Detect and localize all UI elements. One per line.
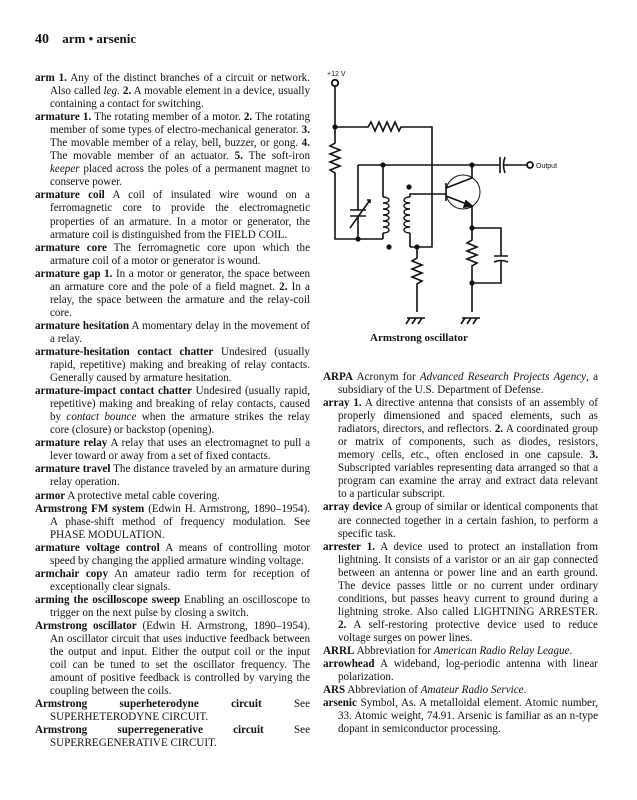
dictionary-entry	[35, 346, 310, 385]
entry-definition-text: 2.	[243, 111, 253, 124]
entry-term: Armstrong superheterodyne circuit	[35, 698, 262, 711]
entry-term: arming the oscilloscope sweep	[35, 593, 181, 606]
transistor-icon	[446, 175, 480, 209]
entry-definition-text: Enabling an oscilloscope to trigger on the next pulse by closing a switch.	[50, 593, 310, 619]
entry-definition-text: 1.	[58, 72, 67, 84]
dictionary-entry	[35, 268, 310, 320]
entry-definition-text: The movable member of a relay, bell, buzzer, or gong.	[50, 137, 302, 150]
entry-definition-text: Abbreviation for	[354, 644, 434, 657]
entry-term: Armstrong superregenerative circuit	[35, 724, 264, 737]
entry-term: armature relay	[35, 437, 108, 450]
entry-definition-text: The rotating member of a motor.	[91, 111, 244, 124]
entry-definition-text: American Radio Relay League	[433, 644, 570, 657]
entry-definition-text: keeper	[50, 163, 80, 176]
entry-term: Armstrong FM system	[35, 502, 145, 515]
entry-term: armature travel	[35, 463, 111, 476]
base-resistor-icon	[412, 247, 422, 312]
dictionary-entry	[323, 541, 598, 645]
dictionary-entry	[323, 501, 598, 540]
dictionary-entry	[35, 463, 310, 489]
entry-term: arrowhead	[323, 658, 375, 671]
entry-term: armature hesitation	[35, 319, 130, 332]
entry-definition-text: 3.	[301, 124, 310, 137]
dictionary-entry	[323, 697, 598, 736]
entry-definition-text: 1.	[82, 111, 92, 124]
ground-icon	[406, 318, 425, 324]
figure-caption: Armstrong oscillator	[370, 332, 468, 344]
dictionary-entry	[35, 385, 310, 437]
entry-definition-text: A self-restoring protective device used to reduce voltage surges on power lines.	[338, 618, 598, 644]
dictionary-entry	[323, 397, 598, 501]
entry-definition-text: Amateur Radio Service	[420, 684, 524, 697]
entry-definition-text: .	[523, 684, 527, 697]
entry-definition-text: A movable element in a device, usually containing a contact for switching.	[50, 85, 310, 111]
entry-definition-text: when the armature strikes the relay core (closure) or backstop (opening).	[50, 411, 310, 437]
entry-definition-text: 2.	[338, 618, 347, 631]
entry-definition-text: The distance traveled by an armature during relay operation.	[50, 463, 310, 489]
bypass-capacitor-icon	[494, 256, 508, 262]
dictionary-entry	[35, 242, 310, 268]
entry-term: armature core	[35, 241, 107, 254]
entry-term: arrester	[323, 540, 361, 553]
dictionary-entry	[35, 542, 310, 568]
entry-definition-text: 5.	[234, 150, 243, 163]
entry-definition-text: 4.	[301, 137, 310, 150]
entry-definition-text: (Edwin H. Armstrong, 1890–1954). An oscillator circuit that uses inductive feedback between the output and input. Either the output coil or the input coil can be tuned to set the oscillator frequency. The amount of positive feedback is controlled by varying the coupling between the coils.	[50, 619, 310, 698]
entry-definition-text: The ferromagnetic core upon which the armature coil of a motor or generator is wound.	[50, 241, 310, 267]
dictionary-entry	[35, 724, 310, 750]
entry-term: ARS	[323, 684, 346, 697]
entry-term: ARRL	[323, 644, 355, 657]
entry-definition-text: Undesired (usually rapid, repetitive) making and breaking of relay contacts, caused by	[50, 385, 310, 424]
dictionary-entry	[35, 490, 310, 503]
entry-term: armature	[35, 111, 80, 124]
entry-term: array	[323, 397, 350, 410]
entry-term: armature-hesitation contact chatter	[35, 345, 214, 358]
entry-definition-text: 1.	[353, 397, 362, 410]
entry-definition-text: A relay that uses an electromagnet to pull a lever toward or away from a set of fixed contacts.	[50, 437, 310, 463]
variable-capacitor-icon	[350, 165, 370, 239]
entry-definition-text: leg.	[103, 85, 120, 98]
entry-definition-text: (Edwin H. Armstrong, 1890–1954). A phase-shift method of frequency modulation. See PHASE MODULATION.	[50, 502, 310, 541]
supply-terminal-icon	[332, 80, 338, 86]
entry-definition-text: A directive antenna that consists of an assembly of properly dimensioned and spaced elements, such as radiators, directors, and reflectors.	[338, 397, 598, 436]
ground-icon	[461, 318, 480, 324]
entry-definition-text: Acronym for	[353, 371, 420, 383]
dictionary-entry	[35, 594, 310, 620]
entry-definition-text: 2.	[279, 280, 288, 293]
dictionary-entry	[323, 658, 598, 684]
entry-definition-text: A coordinated group or matrix of components, such as diodes, resistors, memory cells, etc., often enclosed in one capsule.	[338, 423, 598, 462]
entry-definition-text: 1.	[366, 540, 376, 553]
dictionary-entry	[35, 620, 310, 698]
supply-label: +12 V	[327, 71, 346, 78]
entry-definition-text: Symbol, As. A metalloidal element. Atomic number, 33. Atomic weight, 74.91. Arsenic is familiar as an n-type dopant in semiconductor processing.	[338, 697, 598, 736]
entry-definition-text: The soft-iron	[242, 150, 310, 163]
dictionary-entry	[323, 645, 598, 658]
armstrong-oscillator-schematic	[322, 62, 562, 352]
entry-definition-text: A device used to protect an installation from lightning. It consists of a varistor or an air gap connected between an antenna or power line and an earth ground. The device passes little or no current under ordinary conditions, but passes heavy current to ground during a lightning stroke. Also called LIGHTNING ARRESTER.	[338, 540, 598, 618]
entry-definition-text: A means of controlling motor speed by changing the applied armature winding voltage.	[50, 541, 310, 567]
entry-definition-text: 2.	[494, 423, 504, 436]
entry-definition-text: An amateur radio term for reception of exceptionally clear signals.	[50, 567, 311, 593]
dictionary-entry	[323, 684, 598, 697]
entry-definition-text: Advanced Research Projects Agency	[419, 371, 587, 383]
dictionary-entry	[35, 72, 310, 111]
entry-term: ARPA	[323, 371, 353, 383]
entry-term: armature coil	[35, 189, 105, 202]
dictionary-entry	[35, 111, 310, 189]
dictionary-entry	[35, 503, 310, 542]
entry-term: Armstrong oscillator	[35, 619, 137, 632]
entry-term: armature-impact contact chatter	[35, 385, 192, 398]
dictionary-entry	[35, 189, 310, 241]
entry-definition-text: A wideband, log-periodic antenna with linear polarization.	[338, 658, 598, 684]
dictionary-entry	[35, 698, 310, 724]
right-column	[323, 371, 598, 736]
entry-term: arsenic	[323, 697, 357, 710]
transformer-coil-icon	[383, 197, 410, 233]
dictionary-entry	[323, 371, 598, 397]
output-capacitor-icon	[500, 157, 505, 173]
entry-definition-text: 2.	[122, 85, 132, 98]
entry-definition-text: A coil of insulated wire wound on a ferromagnetic core to provide the electromagnetic properties of an armature. In a motor or generator, the armature coil is distinguished from the FIELD COIL.	[50, 189, 310, 241]
entry-definition-text: A group of similar or identical components that are connected together in a certain fashion, to perform a specific task.	[338, 501, 598, 540]
running-head: arm • arsenic	[62, 31, 137, 46]
entry-definition-text: 3.	[589, 449, 598, 462]
entry-definition-text: , a subsidiary of the U.S. Department of Defense.	[338, 371, 598, 397]
entry-term: armor	[35, 489, 66, 502]
entry-definition-text: In a motor or generator, the space between an armature core and the pole of a field magnet.	[50, 267, 310, 293]
entry-term: armchair copy	[35, 567, 109, 580]
entry-definition-text: placed across the poles of a permanent magnet to conserve power.	[50, 163, 310, 189]
entry-definition-text: The rotating member of some types of electro-mechanical generator.	[50, 111, 311, 137]
running-header	[35, 31, 136, 48]
entry-definition-text: 1.	[104, 267, 113, 280]
entry-term: array device	[323, 501, 383, 514]
entry-definition-text: Subscripted variables representing data arranged so that a program can examine the array and extract data relevant to a particular subscript.	[338, 462, 598, 501]
dictionary-entry	[35, 568, 310, 594]
dictionary-entry	[35, 320, 310, 346]
entry-definition-text: Any of the distinct branches of a circuit or network. Also called	[50, 72, 310, 98]
entry-definition-text: See SUPERREGENERATIVE CIRCUIT.	[50, 724, 310, 750]
entry-definition-text: Undesired (usually rapid, repetitive) making and breaking of relay contacts. Generally caused by armature hesitation.	[50, 345, 310, 385]
entry-term: armature gap	[35, 267, 101, 280]
entry-definition-text: .	[569, 644, 573, 657]
entry-definition-text: The movable member of an actuator.	[50, 150, 235, 163]
dictionary-entry	[35, 437, 310, 463]
entry-definition-text: Abbreviation of	[345, 684, 421, 697]
output-terminal-icon	[527, 162, 533, 168]
entry-definition-text: In a relay, the space between the armature and the relay-coil core.	[50, 280, 310, 319]
entry-term: armature voltage control	[35, 541, 160, 554]
page-number: 40	[35, 32, 49, 47]
output-label: Output	[536, 163, 558, 170]
emitter-resistor-icon	[467, 228, 477, 312]
entry-term: arm	[35, 72, 55, 84]
entry-definition-text: contact bounce	[66, 411, 137, 424]
entry-definition-text: A protective metal cable covering.	[65, 489, 220, 502]
entry-definition-text: A momentary delay in the movement of a relay.	[50, 319, 311, 345]
left-column	[35, 72, 310, 750]
entry-definition-text: See SUPERHETERODYNE CIRCUIT.	[50, 698, 310, 724]
